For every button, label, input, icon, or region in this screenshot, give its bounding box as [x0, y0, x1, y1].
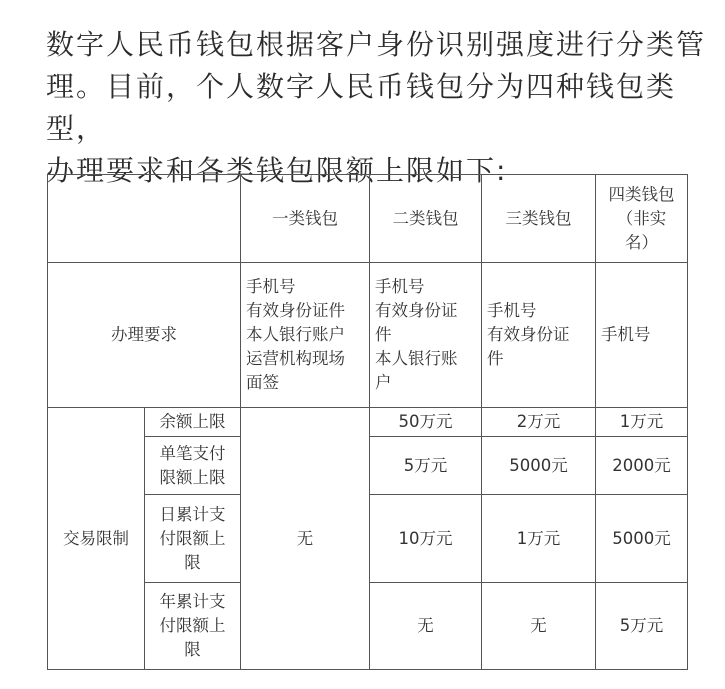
req-line: 手机号	[487, 301, 537, 320]
limit-label-line: 付限额上	[159, 616, 226, 635]
req-line: 手机号	[246, 277, 296, 296]
limit-type2: 10万元	[370, 495, 482, 583]
limit-type4: 2000元	[596, 437, 688, 495]
header-type4-line: 名）	[625, 232, 658, 252]
header-type3: 三类钱包	[482, 175, 596, 263]
intro-line: 数字人民币钱包根据客户身份识别强度进行分类管	[46, 28, 707, 61]
limits-type1-value: 无	[241, 408, 370, 670]
limit-label	[145, 495, 241, 583]
wallet-type-table	[47, 174, 688, 670]
requirements-label: 办理要求	[48, 263, 241, 408]
limit-type4: 5万元	[596, 583, 688, 670]
header-type1: 一类钱包	[241, 175, 370, 263]
limit-label-line: 日累计支	[159, 504, 226, 524]
intro-paragraph	[46, 24, 706, 192]
limit-label	[145, 408, 241, 437]
req-line: 有效身份证	[487, 325, 570, 344]
limit-type4: 5000元	[596, 495, 688, 583]
limit-label-line: 限额上限	[159, 467, 226, 487]
limit-type3: 1万元	[482, 495, 596, 583]
limits-group-label: 交易限制	[48, 408, 145, 670]
intro-line: 办理要求和各类钱包限额上限如下:	[46, 154, 508, 187]
limit-row	[48, 408, 688, 437]
limit-label-line: 年累计支	[159, 592, 226, 611]
table-header-row	[48, 175, 688, 263]
limit-type3: 2万元	[482, 408, 596, 437]
limit-type2: 50万元	[370, 408, 482, 437]
header-type4-line: （非实	[616, 208, 667, 228]
requirements-type2	[370, 263, 482, 408]
requirements-type4: 手机号	[596, 263, 688, 408]
req-line: 面签	[246, 373, 279, 392]
req-line: 本人银行账户	[246, 325, 345, 344]
header-type4	[596, 175, 688, 263]
req-line: 运营机构现场	[246, 349, 345, 368]
limit-label	[145, 583, 241, 670]
req-line: 件	[375, 325, 392, 344]
requirements-type3	[482, 263, 596, 408]
header-blank-cell	[48, 175, 241, 263]
limit-label-line: 余额上限	[159, 412, 226, 431]
requirements-type1	[241, 263, 370, 408]
limit-type3: 5000元	[482, 437, 596, 495]
req-line: 有效身份证件	[246, 301, 345, 320]
header-type2: 二类钱包	[370, 175, 482, 263]
limit-label-line: 限	[184, 552, 201, 572]
limit-type3: 无	[482, 583, 596, 670]
header-type4-line: 四类钱包	[608, 184, 675, 204]
limit-label-line: 付限额上	[159, 528, 226, 548]
limit-label	[145, 437, 241, 495]
req-line: 件	[487, 349, 504, 368]
req-line: 本人银行账	[375, 349, 458, 368]
limit-type4: 1万元	[596, 408, 688, 437]
limit-type2: 5万元	[370, 437, 482, 495]
limit-label-line: 单笔支付	[159, 443, 226, 463]
req-line: 有效身份证	[375, 301, 458, 320]
req-line: 手机号	[375, 277, 425, 296]
requirements-row	[48, 263, 688, 408]
req-line: 户	[375, 373, 392, 392]
limit-label-line: 限	[184, 640, 201, 659]
limit-type2: 无	[370, 583, 482, 670]
intro-line: 理。目前，个人数字人民币钱包分为四种钱包类型，	[46, 70, 677, 145]
